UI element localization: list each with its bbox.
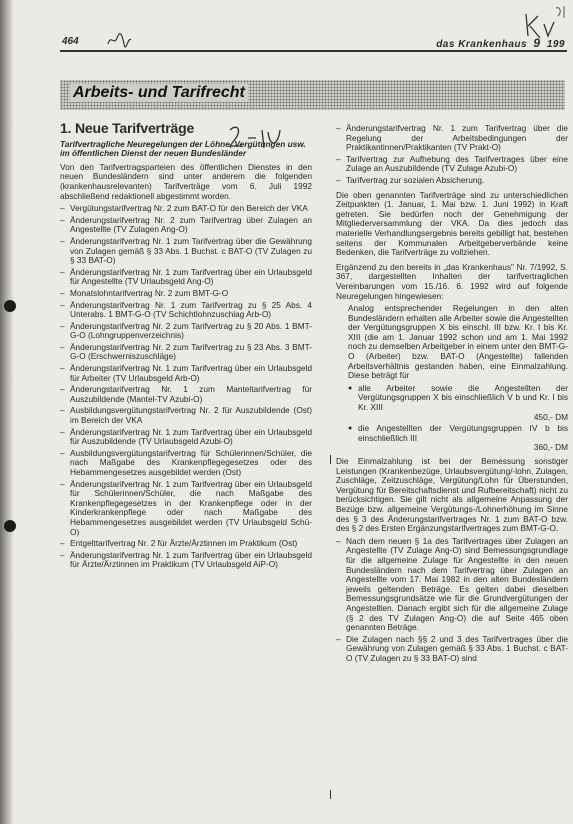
payment-amount: 360,- DM [533, 442, 568, 453]
agreement-list-left [60, 204, 312, 570]
scan-edge-shadow [0, 0, 14, 824]
list-item: – Entgelttarifvertrag Nr. 2 für Ärzte/Ärztinnen im Praktikum (Ost) [60, 539, 312, 549]
agreement-list-right-2 [336, 537, 568, 664]
paragraph-in-force: Die oben genannten Tarifverträge sind zu unterschiedlichen Zeitpunkten (1. Januar, 1. Mai bzw. 1. Juni 1992) in Kraft getreten. Sie bedürfen noch der Genehmigung der Mitgliederversammlung der VKA. Da dies jedoch das materielle Verhandlungsergebnis bereits gebilligt hat, bestehen seitens der Kommunalen Arbeitgeberverbände keine Bedenken, die Tarifverträge zu vollziehen. [336, 189, 568, 258]
running-header-journal [436, 36, 565, 50]
list-item: – Änderungstarifvertrag Nr. 2 zum Tarifvertrag über Zulagen an Angestellte (TV Zulagen Ang-O) [60, 216, 312, 235]
left-column [60, 120, 312, 572]
intro-paragraph: Von den Tarifvertragsparteien des öffentlichen Dienstes in den neuen Bundesländern sind unter anderem die folgenden (krankenhausrelevanten) Tarifverträge vom 6. Juli 1992 abschließend redaktionell abgestimmt worden. [60, 161, 312, 201]
article-lead: Tarifvertragliche Neuregelungen der Löhne, Vergütungen usw. im öffentlichen Dienst der neuen Bundesländer [60, 138, 306, 159]
list-item: – Ausbildungsvergütungstarifvertrag für Schülerinnen/Schüler, die nach Maßgabe des Krankenpflegegesetzes oder des Hebammengesetzes ausgebildet werden (Ost) [60, 449, 312, 478]
margin-mark [330, 455, 335, 464]
paragraph-supplement: Ergänzend zu den bereits in „das Krankenhaus" Nr. 7/1992, S. 367, dargestellten Inhalten der tarifvertraglichen Vereinbarungen vom 15./16. 6. 1992 wird auf folgende Neuregelungen hingewiesen: [336, 261, 568, 301]
payment-group: die Angestellten der Vergütungsgruppen IV b bis einschließlich III [358, 423, 568, 443]
margin-mark [330, 790, 335, 799]
agreement-list-right [336, 124, 568, 186]
list-item: – Vergütungstarifvertrag Nr. 2 zum BAT-O für den Bereich der VKA [60, 204, 312, 214]
paragraph-calculation: Die Einmalzahlung ist bei der Bemessung sonstiger Leistungen (Krankenbezüge, Urlaubsvergütung/-lohn, Zulagen, Zuschläge, Zeitzuschläge, Vergütung/Lohn für Überstunden, Vergütung für Bereitschaftsdienst und Rufbereitschaft) nicht zu berücksichtigen. Sie gilt nicht als allgemeine Anpassung der Bezüge bzw. allgemeine Vergütungs-/Lohnerhöhung im Sinne des § 3 des Änderungstarifvertrages Nr. 1 zum BAT-O bzw. des § 2 des Ersten Ergänzungstarifvertrages zum BMT-G-O. [336, 456, 568, 534]
right-column [336, 124, 568, 665]
paragraph-one-time-payment: Analog entsprechender Regelungen in den alten Bundesländern erhalten alle Arbeiter sowie die Angestellten der Vergütungsgruppen X bis einschl. III bzw. Kr. I bis Kr. XIII (die am 1. Januar 1992 schon und am 1. Mai 1992 noch zu demselben Arbeitgeber in einem unter den BMT-G-O (Arbeiter) bzw. BAT-O (Angestellte) fallenden Arbeitsverhältnis gestanden haben, eine Einmalzahlung. Diese beträgt für [348, 303, 568, 381]
list-item: – Änderungstarifvertrag Nr. 1 zum Tarifvertrag zu § 25 Abs. 4 Unterabs. 1 BMT-G-O (TV Schichtlohnzuschlag Arb-O) [60, 301, 312, 320]
year: 199 [546, 39, 565, 50]
list-item: – Änderungstarifvertrag Nr. 1 zum Tarifvertrag über ein Urlaubsgeld für Arbeiter (TV Urlaubsgeld Arb-O) [60, 364, 312, 383]
page-number: 464 [62, 36, 79, 47]
list-item: – Tarifvertrag zur sozialen Absicherung. [336, 176, 568, 186]
list-item: – Änderungstarifvertrag Nr. 1 zum Tarifvertrag über ein Urlaubsgeld für Ärzte/Ärztinnen im Praktikum (TV Urlaubsgeld AiP-O) [60, 551, 312, 570]
punch-hole [4, 300, 16, 312]
list-item: – Änderungstarifvertrag Nr. 1 zum Tarifvertrag über ein Urlaubsgeld für Schülerinnen/Schüler, die nach Maßgabe des Krankenpflegegesetzes in der Krankenpflege oder in der Kinderkrankenpflege oder nach Maßgabe des Hebammengesetzes ausgebildet werden (TV Urlaubsgeld Schü-O) [60, 480, 312, 538]
handwritten-mark-header [106, 32, 132, 48]
list-item: – Änderungstarifvertrag Nr. 2 zum Tarifvertrag zu § 20 Abs. 1 BMT-G-O (Lohngruppenverzeichnis) [60, 322, 312, 341]
issue-number: 9 [533, 36, 541, 50]
list-item: – Änderungstarifvertrag Nr. 1 zum Tarifvertrag über die Regelung der Arbeitsbedingungen der Praktikantinnen/Praktikanten (TV Prakt-O) [336, 124, 568, 153]
list-item: – Änderungstarifvertrag Nr. 2 zum Tarifvertrag zu § 23 Abs. 3 BMT-G-O (Erschwerniszuschläge) [60, 343, 312, 362]
payment-bullet [348, 384, 568, 422]
header-rule [60, 50, 567, 52]
list-item: – Die Zulagen nach §§ 2 und 3 des Tarifvertrages über die Gewährung von Zulagen gemäß § 33 Abs. 1 Buchst. c BAT-O (TV Zulagen zu § 33 BAT-O) sind [336, 635, 568, 664]
payment-bullets [336, 384, 568, 453]
list-item: – Änderungstarifvertrag Nr. 1 zum Tarifvertrag über ein Urlaubsgeld für Angestellte (TV Urlaubsgeld Ang-O) [60, 268, 312, 287]
list-item: – Änderungstarifvertrag Nr. 1 zum Tarifvertrag über ein Urlaubsgeld für Auszubildende (TV Urlaubsgeld Azubi-O) [60, 428, 312, 447]
list-item: – Änderungstarifvertrag Nr. 1 zum Manteltarifvertrag für Auszubildende (Mantel-TV Azubi-O) [60, 385, 312, 404]
section-banner [60, 80, 565, 110]
payment-amount: 450,- DM [533, 411, 568, 422]
list-item: – Nach dem neuen § 1a des Tarifvertrages über Zulagen an Angestellte (TV Zulage Ang-O) sind Bemessungsgrundlage für die allgemeine Zulage für Angestellte in den neuen Bundesländern nach dem Tarifvertrag über Zulagen an Angestellte vom 17. Mai 1982 in den alten Bundesländern jeweils geltenden Beträge. Es gelten dabei dieselben Bemessungsgrundsätze wie für die Grundvergütungen der Angestellten. Danach ergibt sich für die allgemeine Zulage (§ 2 des TV Zulagen Ang-O) die auf Seite 465 oben genannten Beträge. [336, 537, 568, 633]
payment-bullet [348, 424, 568, 453]
list-item: – Tarifvertrag zur Aufhebung des Tarifvertrages über eine Zulage an Auszubildende (TV Zulage Azubi-O) [336, 155, 568, 174]
list-item: – Änderungstarifvertrag Nr. 1 zum Tarifvertrag über die Gewährung von Zulagen gemäß § 33 Abs. 1 Buchst. c BAT-O (TV Zulagen zu § 33 BAT-O) [60, 237, 312, 266]
journal-name: das Krankenhaus [436, 39, 528, 50]
punch-hole [4, 520, 16, 532]
list-item: – Ausbildungsvergütungstarifvertrag Nr. 2 für Auszubildende (Ost) im Bereich der VKA [60, 406, 312, 425]
article-title: 1. Neue Tarifverträge [60, 120, 195, 136]
section-title: Arbeits- und Tarifrecht [70, 84, 248, 102]
list-item: – Monatslohntarifvertrag Nr. 2 zum BMT-G-O [60, 289, 312, 299]
payment-group: alle Arbeiter sowie die Angestellten der Vergütungsgruppen X bis einschließlich V b und Kr. I bis Kr. XIII [358, 382, 568, 413]
